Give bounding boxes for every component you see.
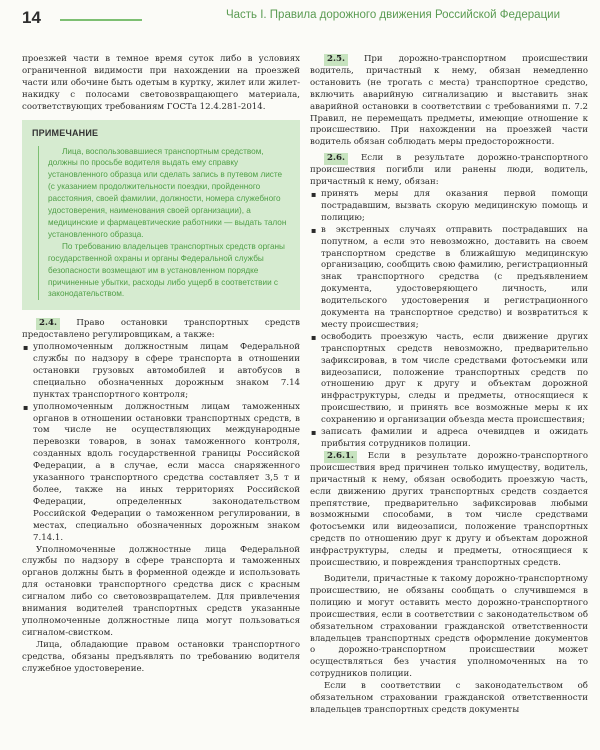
body-paragraph: Если в соответствии с законодательством об обязательном страховании гражданской ответственности владельцев транспортных средств документы bbox=[310, 681, 588, 715]
clause-text: Право остановки транспортных средств предоставлено регулировщикам, а также: bbox=[22, 318, 300, 341]
intro-paragraph: проезжей части в темное время суток либо в условиях ограниченной видимости при нахождении на проезжей части или обочине быть одетым в куртку, жилет или жилет-накидку с полосами световозвращающего материала, соответствующих требованиям ГОСТа 12.4.281-2014. bbox=[22, 54, 300, 112]
note-paragraph: По требованию владельцев транспортных средств органы государственной охраны и органы Федеральной службы безопасности возмещают им в установленном порядке причиненные убытки, расходы либо ущерб в соответствии с законодательством. bbox=[48, 241, 285, 299]
bullet-list bbox=[22, 342, 300, 544]
clause-text: Если в результате дорожно-транспортного происшествия вред причинен только имуществу, водитель, причастный к нему, обязан освободить проезжую часть, если движению других транспортных средств создается препятствие, предварительно зафиксировав любыми возможными способами, в том числе средствами фотосъемки или видеозаписи, положение транспортных средств по отношению друг к другу и объектам дорожной инфраструктуры, следы и предметы, относящиеся к происшествию, и повреждения транспортных средств. bbox=[310, 450, 589, 569]
left-column bbox=[22, 54, 300, 676]
list-item bbox=[22, 342, 300, 402]
note-paragraph: Лица, воспользовавшиеся транспортным средством, должны по просьбе водителя выдать ему справку установленного образца или сделать запись в путевом листе (с указанием продолжительности поездки, пройденного расстояния, своей фамилии, должности, номера служебного удостоверения, наименования своей организации), а медицинские и фармацевтические работники — выдать талон установленного образца. bbox=[48, 146, 287, 239]
list-item-text: записать фамилии и адреса очевидцев и ожидать прибытия сотрудников полиции. bbox=[321, 427, 588, 449]
bullet-icon: ▪ bbox=[23, 402, 29, 412]
bullet-icon: ▪ bbox=[311, 428, 317, 438]
list-item bbox=[22, 402, 300, 545]
page-header bbox=[0, 0, 600, 40]
body-paragraph: Уполномоченные должностные лица Федеральной службы по надзору в сфере транспорта и таможенных органов должны быть в форменной одежде и использовать для остановки транспортного средства диск с красным сигналом либо со световозвращателем. Для привлечения внимания водителей транспортных средств указанные уполномоченные должностные лица могут пользоваться сигналом-свистком. bbox=[22, 544, 300, 638]
header-rule bbox=[60, 19, 142, 21]
clause-2-6 bbox=[310, 153, 588, 189]
clause-2-5 bbox=[310, 54, 588, 149]
page-number: 14 bbox=[22, 8, 41, 27]
clause-text: Если в результате дорожно-транспортного происшествия погибли или ранены люди, водитель, причастный к нему, обязан: bbox=[310, 153, 588, 188]
running-title: Часть I. Правила дорожного движения Российской Федерации bbox=[225, 9, 560, 21]
body-paragraph: Водители, причастные к такому дорожно-транспортному происшествию, не обязаны сообщать о случившемся в полицию и могут оставить место дорожно-транспортного происшествия, если в соответствии с законодательством об обязательном страховании гражданской ответственности владельцев транспортных средств оформление документов о дорожно-транспортном происшествии может осуществляться без участия уполномоченных на то сотрудников полиции. bbox=[310, 573, 588, 680]
list-item-text: в экстренных случаях отправить пострадавших на попутном, а если это невозможно, доставить на своем транспортном средстве в ближайшую медицинскую организацию, сообщить свою фамилию, регистрационный знак транспортного средства (с предъявлением документа, удостоверяющего личность, или водительского удостоверения и регистрационного документа на транспортное средство) и возвратиться к месту происшествия; bbox=[321, 224, 588, 330]
body-paragraph: Лица, обладающие правом остановки транспортного средства, обязаны предъявлять по требованию водителя служебное удостоверение. bbox=[22, 639, 300, 674]
list-item bbox=[310, 189, 588, 225]
clause-text: При дорожно-транспортном происшествии водитель, причастный к нему, обязан немедленно остановить (не трогать с места) транспортное средство, включить аварийную сигнализацию и выставить знак аварийной остановки в соответствии с требованиями п. 7.2 Правил, не перемещать предметы, имеющие отношение к происшествию. При нахождении на проезжей части водитель обязан соблюдать меры предосторожности. bbox=[310, 54, 588, 148]
list-item bbox=[310, 332, 588, 427]
list-item bbox=[310, 427, 588, 451]
bullet-list bbox=[310, 189, 588, 451]
list-item-text: уполномоченным должностным лицам Федеральной службы по надзору в сфере транспорта в отношении остановки грузовых автомобилей и автобусов в специально обозначенных дорожным знаком 7.14 пунктах транспортного контроля; bbox=[33, 342, 300, 400]
bullet-icon: ▪ bbox=[311, 225, 317, 235]
clause-number: 2.6.1. bbox=[324, 451, 357, 463]
list-item bbox=[310, 225, 588, 332]
note-heading: ПРИМЕЧАНИЕ bbox=[32, 127, 99, 138]
bullet-icon: ▪ bbox=[311, 332, 317, 342]
note-body bbox=[38, 146, 290, 301]
right-column bbox=[310, 54, 588, 717]
clause-2-4 bbox=[22, 318, 300, 342]
clause-number: 2.5. bbox=[324, 54, 348, 66]
bullet-icon: ▪ bbox=[23, 343, 29, 353]
clause-number: 2.6. bbox=[324, 153, 348, 165]
clause-2-6-1 bbox=[310, 451, 588, 570]
note-box bbox=[22, 120, 300, 311]
bullet-icon: ▪ bbox=[311, 189, 317, 199]
list-item-text: освободить проезжую часть, если движение других транспортных средств невозможно, предварительно зафиксировав, в том числе средствами фотосъемки или видеозаписи, положение транспортных средств по отношению друг к другу и объектам дорожной инфраструктуры, следы и предметы, относящиеся к происшествию, и принять все возможные меры к их сохранению и организации объезда места происшествия; bbox=[321, 331, 588, 426]
clause-number: 2.4. bbox=[36, 318, 60, 330]
list-item-text: принять меры для оказания первой помощи пострадавшим, вызвать скорую медицинскую помощь и полицию; bbox=[321, 188, 588, 223]
list-item-text: уполномоченным должностным лицам таможенных органов в отношении остановки транспортных средств, в том числе не осуществляющих международные перевозки товаров, в зонах таможенного контроля, созданных вдоль государственной границы Российской Федерации, а в случае, если масса снаряженного указанного транспортного средства составляет 3,5 т и более, также на иных территориях Российской Федерации, определенных законодательством Российской Федерации о таможенном регулировании, в местах, специально обозначенных дорожным знаком 7.14.1. bbox=[33, 401, 300, 543]
